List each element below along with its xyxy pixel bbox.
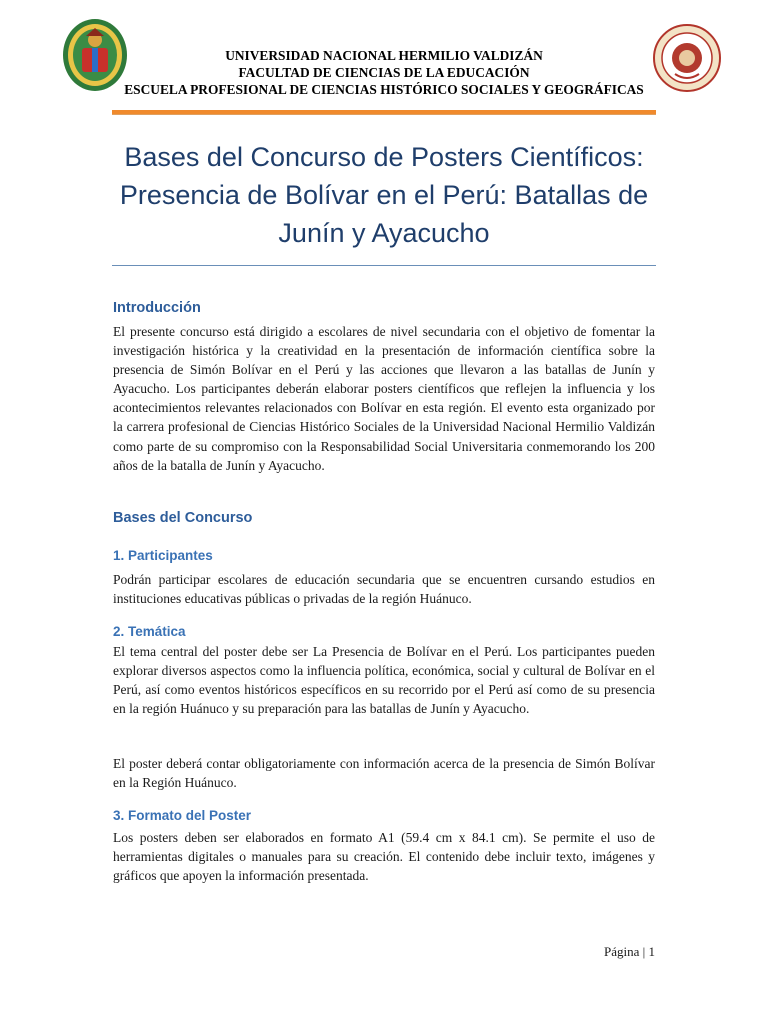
intro-text: El presente concurso está dirigido a escolares de nivel secundaria con el objetivo de fomentar la investigación histórica y la creatividad en la presentación de información científica sobre la presencia de Simón Bolívar en el Perú y las acciones que llevaron a las batallas de Junín y Ayacucho. Los participantes deberán elaborar posters científicos que reflejen la influencia y los acontecimientos relevantes relacionados con Bolívar en esta región. El evento esta organizado por la carrera profesional de Ciencias Histórico Sociales de la Universidad Nacional Hermilio Valdizán como parte de su compromiso con la Responsabilidad Social Universitaria conmemorando los 200 años de la batalla de Junín y Ayacucho. [113,324,655,473]
header-school: ESCUELA PROFESIONAL DE CIENCIAS HISTÓRICO SOCIALES Y GEOGRÁFICAS [124,82,644,97]
header-faculty: FACULTAD DE CIENCIAS DE LA EDUCACIÓN [238,65,530,80]
header-divider [112,110,656,115]
formato-heading: 3. Formato del Poster [113,808,252,823]
intro-heading: Introducción [113,300,201,316]
header-university: UNIVERSIDAD NACIONAL HERMILIO VALDIZÁN [225,48,543,63]
header-institution-text [100,47,668,98]
tematica-text-2: El poster deberá contar obligatoriamente con información acerca de la presencia de Simón Bolívar en la Región Huánuco. [113,756,655,791]
document-title: Bases del Concurso de Posters Científicos: Presencia de Bolívar en el Perú: Batallas de Junín y Ayacucho [119,142,649,248]
participantes-heading: 1. Participantes [113,548,213,563]
tematica-heading: 2. Temática [113,624,186,639]
page-number: Página | 1 [604,944,655,959]
bases-heading: Bases del Concurso [113,510,253,526]
page-header [0,0,768,118]
formato-text: Los posters deben ser elaborados en formato A1 (59.4 cm x 84.1 cm). Se permite el uso de herramientas digitales o manuales para su creación. El contenido debe incluir texto, imágenes y gráficos que apoyen la información presentada. [113,830,655,884]
tematica-text: El tema central del poster debe ser La Presencia de Bolívar en el Perú. Los participantes pueden explorar diversos aspectos como la influencia política, económica, social y cultural de Bolívar en el Perú, así como eventos históricos específicos en su recorrido por el Perú así como de su presencia en la región Huánuco y su preparación para las batallas de Junín y Ayacucho. [113,644,655,717]
title-divider [112,265,656,266]
participantes-text: Podrán participar escolares de educación secundaria que se encuentren cursando estudios en instituciones educativas públicas o privadas de la región Huánuco. [113,572,655,607]
